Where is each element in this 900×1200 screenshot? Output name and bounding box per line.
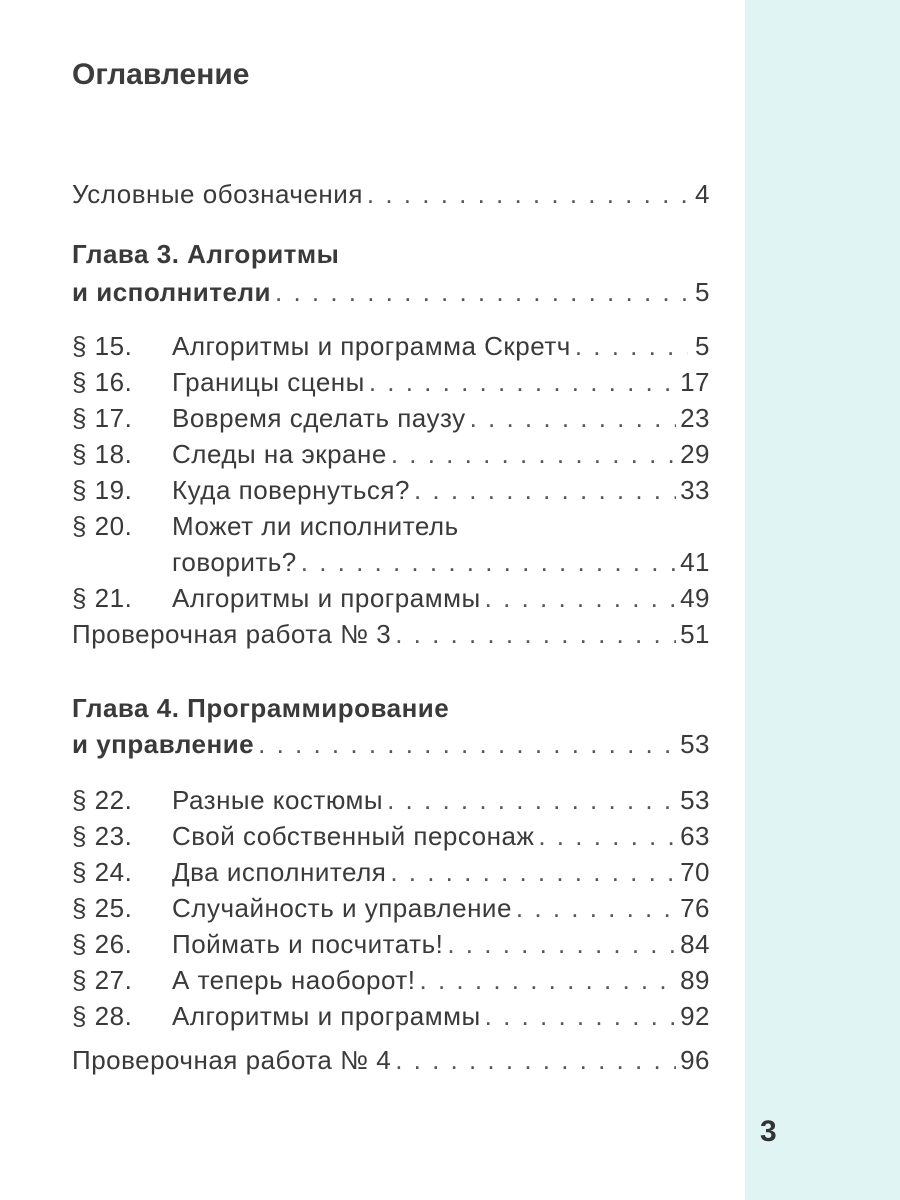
- entry-label: Проверочная работа № 3: [72, 619, 392, 649]
- toc-entry-conventions[interactable]: [72, 176, 710, 212]
- dot-leader: [485, 580, 676, 616]
- page-title: Оглавление: [72, 58, 250, 91]
- paragraph-number: § 28.: [72, 1001, 133, 1031]
- dot-leader: [387, 782, 676, 818]
- entry-label: Алгоритмы и программы: [172, 583, 481, 613]
- dot-leader: [367, 176, 688, 212]
- toc-entry-par-26[interactable]: [72, 926, 710, 962]
- page-number: 3: [760, 1115, 777, 1148]
- dot-leader: [414, 472, 676, 508]
- toc-entry-par-17[interactable]: [72, 400, 710, 436]
- toc-entry-chapter-4[interactable]: [72, 726, 710, 762]
- paragraph-number: § 18.: [72, 439, 133, 469]
- entry-page: 53: [680, 729, 710, 759]
- dot-leader: [258, 726, 676, 762]
- entry-label: Поймать и посчитать!: [172, 929, 444, 959]
- toc-entry-par-24[interactable]: [72, 854, 710, 890]
- entry-page: 70: [680, 857, 710, 887]
- dot-leader: [447, 926, 676, 962]
- entry-label: Следы на экране: [172, 439, 387, 469]
- paragraph-number: § 20.: [72, 511, 133, 541]
- entry-page: 5: [695, 277, 710, 307]
- dot-leader: [485, 998, 676, 1034]
- entry-page: 17: [680, 367, 710, 397]
- toc-entry-par-20[interactable]: [72, 544, 710, 580]
- entry-page: 51: [680, 619, 710, 649]
- toc-entry-test-3[interactable]: [72, 616, 710, 652]
- entry-page: 23: [680, 403, 710, 433]
- toc-entry-par-27[interactable]: [72, 962, 710, 998]
- entry-page: 49: [680, 583, 710, 613]
- paragraph-number: § 26.: [72, 929, 133, 959]
- dot-leader: [516, 890, 676, 926]
- dot-leader: [391, 436, 676, 472]
- dot-leader: [390, 854, 676, 890]
- dot-leader: [395, 616, 676, 652]
- dot-leader: [575, 328, 688, 364]
- entry-page: 4: [695, 179, 710, 209]
- dot-leader: [301, 544, 676, 580]
- paragraph-number: § 19.: [72, 475, 133, 505]
- entry-label: Может ли исполнитель: [172, 511, 459, 541]
- entry-label: Вовремя сделать паузу: [172, 403, 466, 433]
- paragraph-number: § 17.: [72, 403, 133, 433]
- paragraph-number: § 15.: [72, 331, 133, 361]
- side-color-band: [745, 0, 900, 1200]
- entry-label: Проверочная работа № 4: [72, 1045, 392, 1075]
- entry-page: 53: [680, 785, 710, 815]
- toc-entry-par-15[interactable]: [72, 328, 710, 364]
- toc-entry-par-21[interactable]: [72, 580, 710, 616]
- toc-entry-par-25[interactable]: [72, 890, 710, 926]
- entry-page: 84: [680, 929, 710, 959]
- paragraph-number: § 21.: [72, 583, 133, 613]
- chapter-4-heading[interactable]: Глава 4. Программирование: [72, 693, 450, 723]
- entry-label: А теперь наоборот!: [172, 965, 416, 995]
- dot-leader: [420, 962, 677, 998]
- chapter-3-heading[interactable]: Глава 3. Алгоритмы: [72, 239, 340, 269]
- paragraph-number: § 22.: [72, 785, 133, 815]
- entry-page: 33: [680, 475, 710, 505]
- entry-label: Куда повернуться?: [172, 475, 410, 505]
- toc-entry-par-18[interactable]: [72, 436, 710, 472]
- entry-label: Алгоритмы и программа Скретч: [172, 331, 571, 361]
- paragraph-number: § 25.: [72, 893, 133, 923]
- entry-label: Границы сцены: [172, 367, 365, 397]
- entry-page: 96: [680, 1045, 710, 1075]
- toc-entry-par-20-line1[interactable]: [72, 508, 710, 544]
- toc-entry-par-23[interactable]: [72, 818, 710, 854]
- entry-page: 92: [680, 1001, 710, 1031]
- entry-label: Случайность и управление: [172, 893, 512, 923]
- dot-leader: [395, 1042, 676, 1078]
- entry-label: и управление: [72, 729, 255, 759]
- entry-page: 89: [680, 965, 710, 995]
- dot-leader: [369, 364, 676, 400]
- entry-label: Условные обозначения: [72, 179, 363, 209]
- toc-entry-par-19[interactable]: [72, 472, 710, 508]
- toc-entry-par-22[interactable]: [72, 782, 710, 818]
- paragraph-number: § 16.: [72, 367, 133, 397]
- toc-entry-test-4[interactable]: [72, 1042, 710, 1078]
- toc-entry-par-16[interactable]: [72, 364, 710, 400]
- entry-label: Два исполнителя: [172, 857, 387, 887]
- entry-page: 29: [680, 439, 710, 469]
- entry-label: говорить?: [172, 547, 297, 577]
- entry-page: 5: [695, 331, 710, 361]
- dot-leader: [275, 274, 688, 310]
- entry-label: Свой собственный персонаж: [172, 821, 535, 851]
- entry-page: 76: [680, 893, 710, 923]
- dot-leader: [470, 400, 676, 436]
- entry-page: 63: [680, 821, 710, 851]
- entry-label: Алгоритмы и программы: [172, 1001, 481, 1031]
- paragraph-number: § 24.: [72, 857, 133, 887]
- dot-leader: [538, 818, 676, 854]
- entry-label: Разные костюмы: [172, 785, 384, 815]
- toc-entry-chapter-3[interactable]: [72, 274, 710, 310]
- paragraph-number: § 27.: [72, 965, 133, 995]
- toc-entry-par-28[interactable]: [72, 998, 710, 1034]
- entry-page: 41: [680, 547, 710, 577]
- entry-label: и исполнители: [72, 277, 271, 307]
- paragraph-number: § 23.: [72, 821, 133, 851]
